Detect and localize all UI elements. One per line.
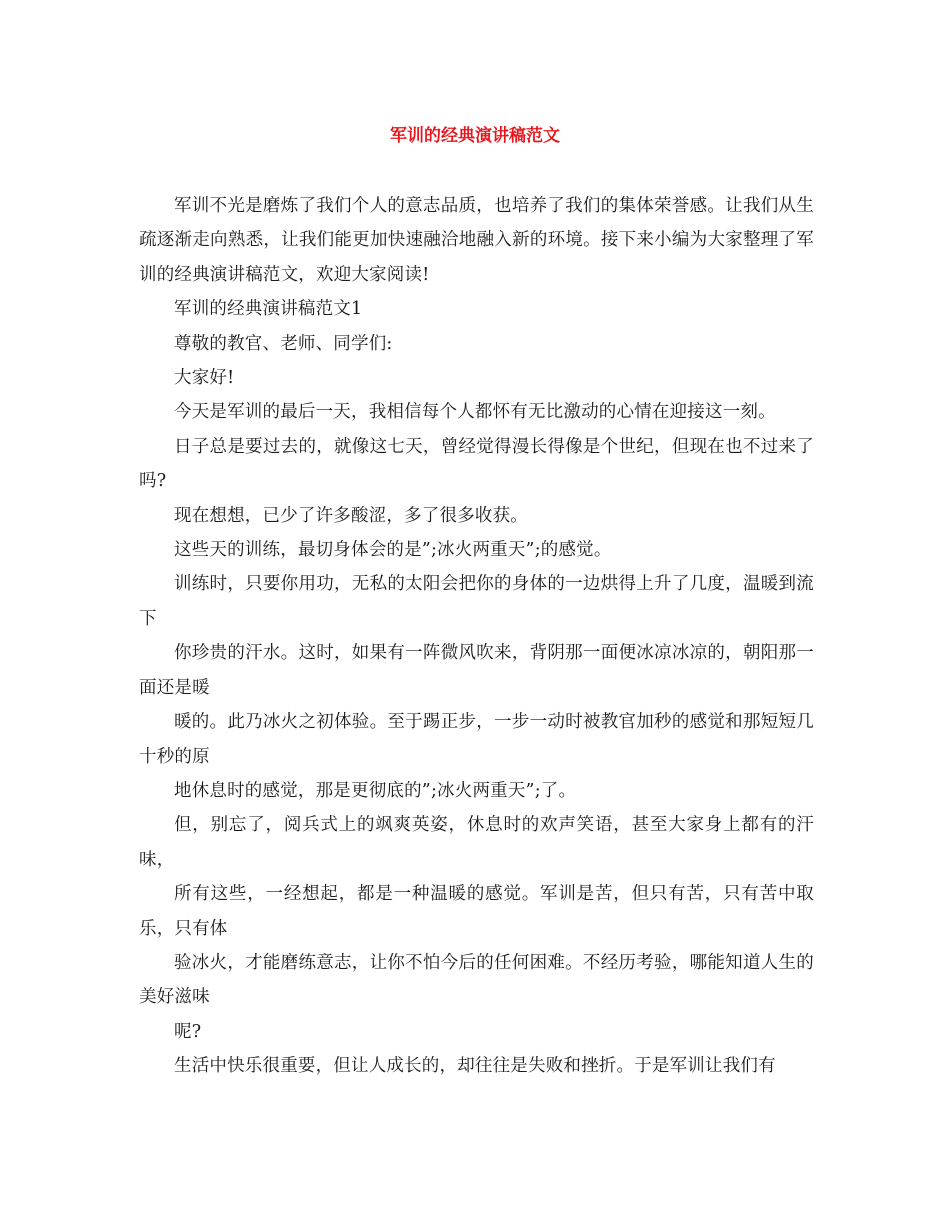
paragraph: 但，别忘了，阅兵式上的飒爽英姿，休息时的欢声笑语，甚至大家身上都有的汗味，: [139, 815, 814, 870]
paragraph: 你珍贵的汗水。这时，如果有一阵微风吹来，背阴那一面便冰凉冰凉的，朝阳那一面还是暖: [139, 643, 814, 698]
paragraph: 现在想想，已少了许多酸涩，多了很多收获。: [174, 505, 528, 526]
document-title: 军训的经典演讲稿范文: [390, 126, 560, 146]
paragraph: 地休息时的感觉，那是更彻底的”;冰火两重天”;了。: [174, 780, 577, 801]
paragraph: 这些天的训练，最切身体会的是”;冰火两重天”;的感觉。: [174, 540, 612, 561]
paragraph: 生活中快乐很重要，但让人成长的，却往往是失败和挫折。于是军训让我们有: [174, 1056, 776, 1077]
paragraph: 尊敬的教官、老师、同学们:: [174, 333, 393, 354]
paragraph: 验冰火，才能磨练意志，让你不怕今后的任何困难。不经历考验，哪能知道人生的美好滋味: [139, 952, 814, 1008]
paragraph: 大家好!: [174, 368, 235, 389]
paragraph: 呢?: [174, 1021, 202, 1042]
paragraph: 军训的经典演讲稿范文1: [174, 299, 363, 320]
document-body: [139, 189, 814, 1084]
paragraph: 日子总是要过去的，就像这七天，曾经觉得漫长得像是个世纪，但现在也不过来了吗?: [139, 436, 814, 492]
paragraph: 所有这些，一经想起，都是一种温暖的感觉。军训是苦，但只有苦，只有苦中取乐，只有体: [139, 884, 814, 939]
paragraph: 今天是军训的最后一天，我相信每个人都怀有无比激动的心情在迎接这一刻。: [174, 402, 776, 423]
paragraph: 暖的。此乃冰火之初体验。至于踢正步，一步一动时被教官加秒的感觉和那短短几十秒的原: [139, 712, 814, 767]
paragraph: 训练时，只要你用功，无私的太阳会把你的身体的一边烘得上升了几度，温暖到流下: [139, 574, 814, 629]
paragraph: 军训不光是磨炼了我们个人的意志品质，也培养了我们的集体荣誉感。让我们从生疏逐渐走向熟悉，让我们能更加快速融洽地融入新的环境。接下来小编为大家整理了军训的经典演讲稿范文，欢迎大家阅读!: [139, 196, 814, 285]
